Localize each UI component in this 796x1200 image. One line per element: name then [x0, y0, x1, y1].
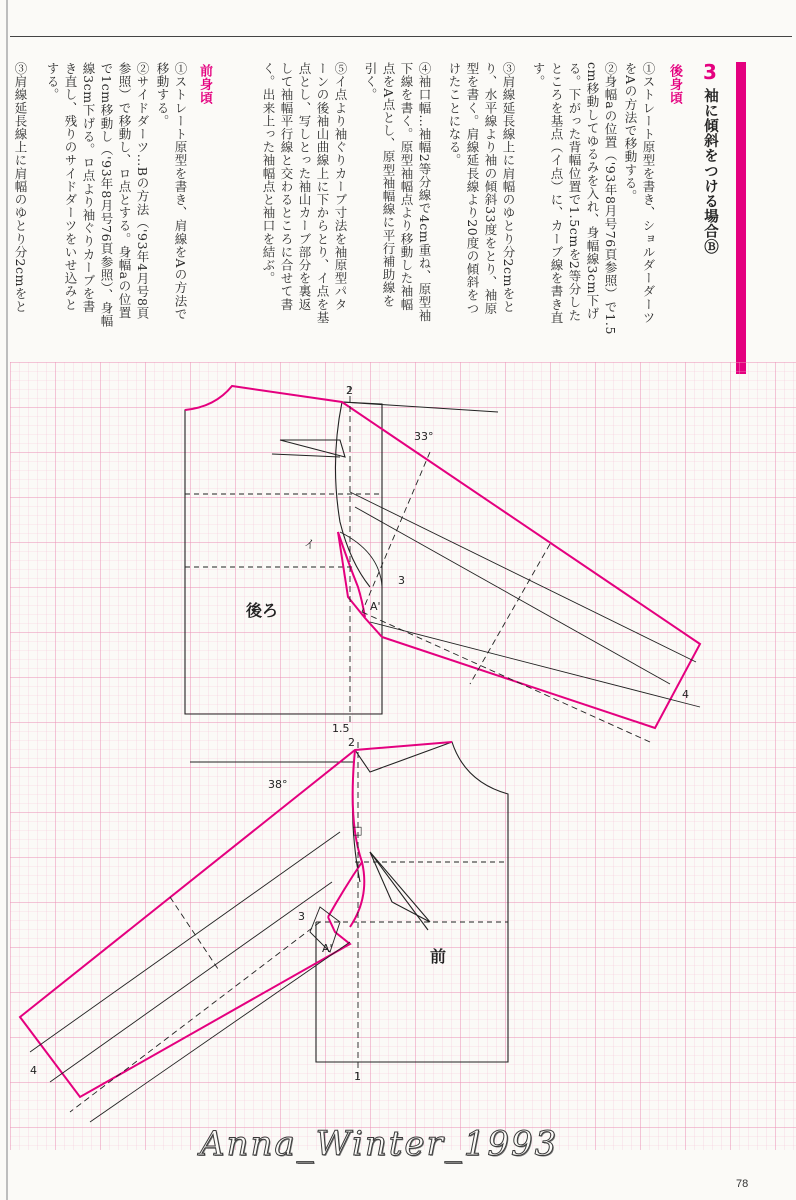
- back-step-line: 引く。: [363, 62, 378, 102]
- front-step-line: ②サイドダーツ…Bの方法（'93年4月号8頁: [135, 62, 150, 320]
- front-step-line: ③肩線延長線上に肩幅のゆとり分2cmをと: [13, 62, 28, 314]
- front-angle-label: 38°: [268, 778, 288, 791]
- back-step-line: して袖幅平行線と交わるところに合せて書: [279, 62, 294, 311]
- front-step-line: 参照）で移動し、ロ点とする。身幅aの位置: [117, 62, 132, 319]
- back-angle-label: 33°: [414, 430, 434, 443]
- front-step-line: する。: [45, 62, 60, 102]
- back-step-line: く。出来上った袖幅点と袖口を結ぶ。: [261, 62, 276, 285]
- pattern-diagram: [10, 362, 796, 1150]
- back-step-line: cm移動してゆるみを入れ、身幅線3cm下げ: [585, 62, 600, 321]
- section-number: 3: [703, 60, 717, 84]
- instructions-text: [0, 44, 740, 362]
- watermark: Anna_Winter_1993: [200, 1124, 559, 1164]
- back-heading: 後身頃: [667, 64, 682, 105]
- back-step-line: ーンの後袖山曲線上に下からとり、イ点を基: [315, 62, 330, 324]
- mark-a-prime-back: A': [370, 600, 381, 613]
- page-number: 78: [736, 1178, 749, 1190]
- mark-one-five: 1.5: [332, 722, 350, 735]
- back-step-line: 点をA点とし、原型袖幅線に平行補助線を: [381, 62, 396, 308]
- back-step-line: す。: [531, 62, 546, 89]
- front-heading: 前身頃: [197, 64, 212, 105]
- mark-two-front: 2: [348, 736, 355, 749]
- mark-one: 1: [354, 1070, 361, 1083]
- front-step-line: 線3cm下げる。ロ点より袖ぐりカーブを書: [81, 62, 96, 314]
- front-step-line: き直し、残りのサイドダーツをいせ込みと: [63, 62, 78, 311]
- mark-four-front: 4: [30, 1064, 37, 1077]
- mark-three-back: 3: [398, 574, 405, 587]
- section-title: 袖に傾斜をつける場合Ⓑ: [702, 88, 719, 255]
- back-step-line: けたことになる。: [447, 62, 462, 167]
- back-step-line: り、水平線より袖の傾斜33度をとり、袖原: [483, 62, 498, 315]
- mark-three-front: 3: [298, 910, 305, 923]
- front-step-line: ①ストレート原型を書き、肩線をAの方法で: [173, 62, 188, 321]
- section-accent-bar: [736, 62, 746, 374]
- back-step-line: ところを基点（イ点）に、カーブ線を書き直: [549, 62, 564, 324]
- front-label: 前: [430, 947, 447, 966]
- back-step-line: ⑤イ点より袖ぐりカーブ寸法を袖原型パタ: [333, 62, 348, 311]
- back-step-line: ①ストレート原型を書き、ショルダーダーツ: [641, 62, 656, 324]
- top-rule: [10, 36, 792, 37]
- back-step-line: ④袖口幅…袖幅2等分線で4cm重ね、原型袖: [417, 62, 432, 322]
- mark-four-back: 4: [682, 688, 689, 701]
- grid-paper: [10, 362, 796, 1150]
- back-step-line: 下線を書く。原型袖幅点より移動した袖幅: [399, 62, 414, 311]
- back-step-line: 型を書く。肩線延長線より20度の傾斜をつ: [465, 62, 480, 315]
- mark-a-prime-front: A': [322, 942, 333, 955]
- back-step-line: をAの方法で移動する。: [623, 62, 638, 203]
- mark-square: □: [352, 824, 363, 837]
- front-step-line: 移動する。: [155, 62, 170, 128]
- mark-two-back: 2: [346, 384, 353, 397]
- pattern-diagram-svg: [10, 362, 796, 1150]
- back-step-line: ②身幅aの位置（'93年8月号76頁参照）で1.5: [603, 62, 618, 336]
- mark-i-point: イ: [304, 538, 315, 551]
- back-label: 後ろ: [246, 601, 279, 620]
- back-step-line: ③肩線延長線上に肩幅のゆとり分2cmをと: [501, 62, 516, 314]
- front-step-line: で1cm移動し（'93年8月号76頁参照）、身幅: [99, 62, 114, 328]
- back-step-line: 点とし、写しとった袖山カーブ部分を裏返: [297, 62, 312, 311]
- back-step-line: る。下がった背幅位置で1.5cmを2等分した: [567, 62, 582, 322]
